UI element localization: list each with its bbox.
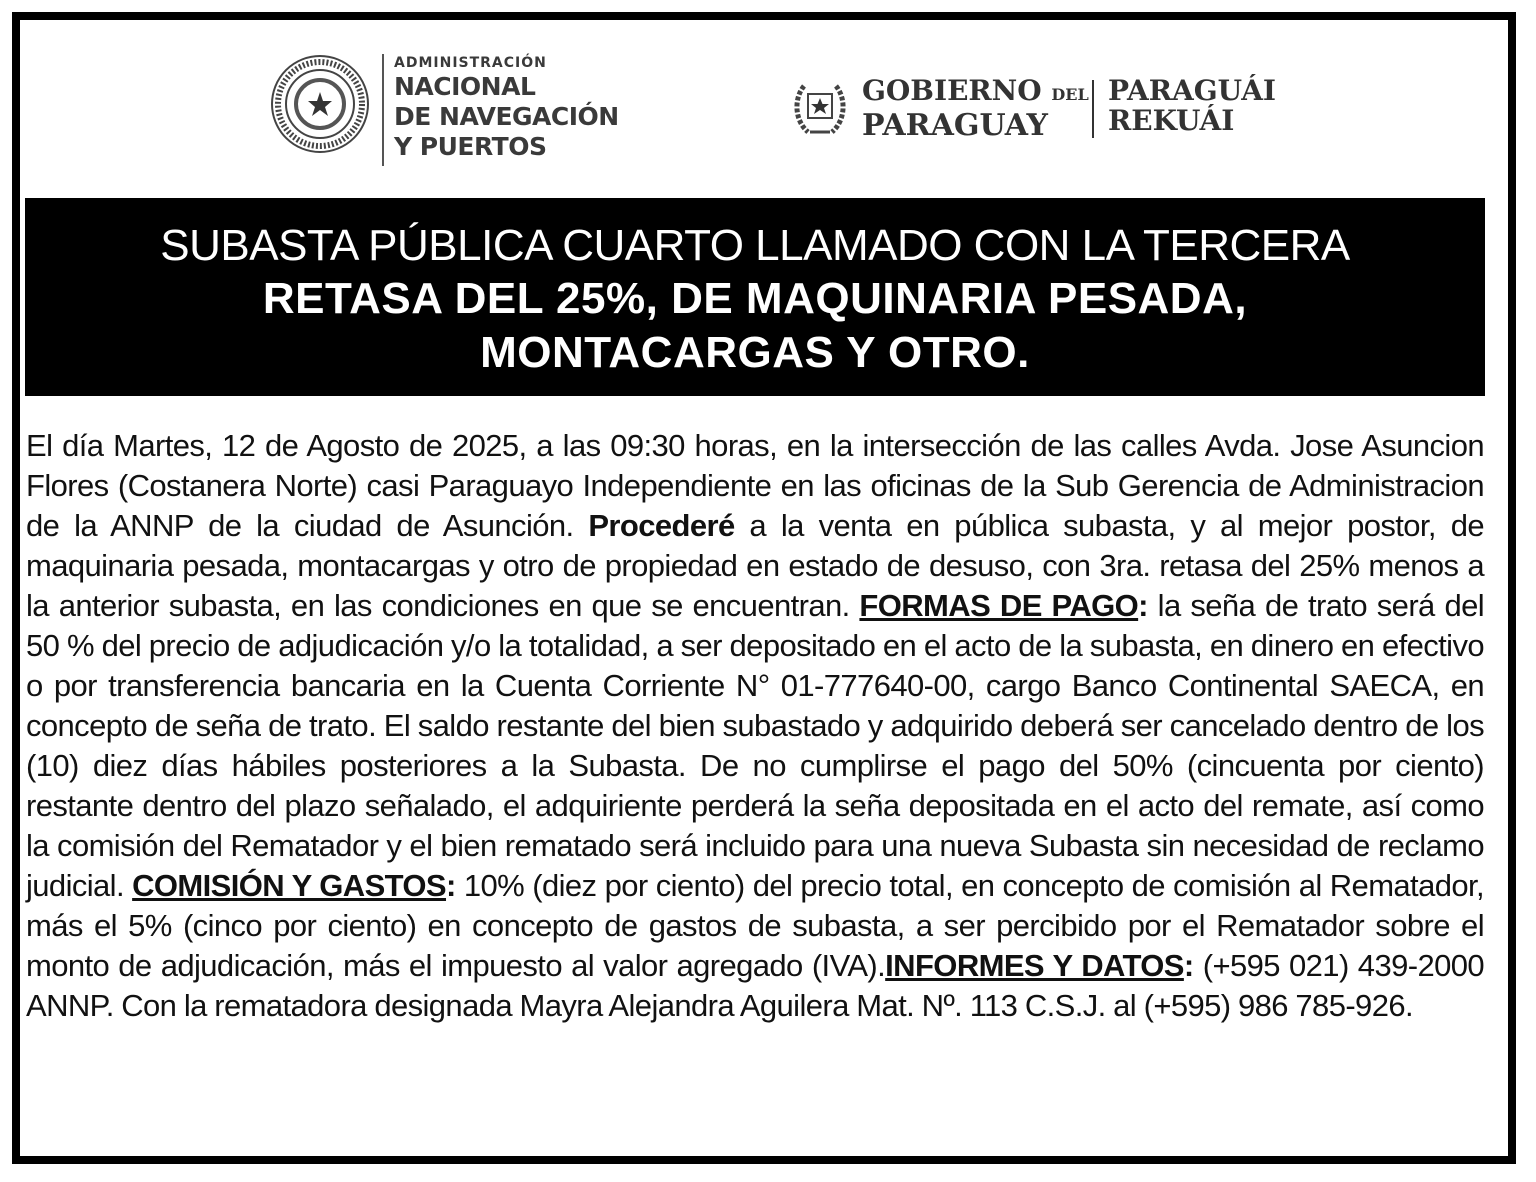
colon: : — [446, 868, 456, 903]
procedere-bold: Procederé — [588, 508, 735, 543]
gobierno-logo — [790, 70, 1277, 160]
formas-de-pago-heading: FORMAS DE PAGO — [859, 588, 1139, 623]
body-contact-info: (+595 021) 439-2000 ANNP. Con la rematadora designada Mayra Alejandra Aguilera Mat. Nº. 113 C.S.J. al (+595) 986 785-926. — [26, 948, 1485, 1023]
colon: : — [1138, 588, 1148, 623]
paraguay-word: PARAGUAY — [862, 108, 1048, 143]
body-payment-terms: la seña de trato será del 50 % del precio de adjudicación y/o la totalidad, a ser depositado en el acto de la subasta, en dinero en efectivo o por transferencia bancaria en la Cuenta Corriente N° 01-777640-00, cargo Banco Continental SAECA, en concepto de seña de trato. El saldo restante del bien subastado y adquirido deberá ser cancelado dentro de los (10) diez días hábiles posteriores a la Subasta. De no cumplirse el pago del 50% (cincuenta por ciento) restante dentro del plazo señalado, el adquiriente perderá la seña depositada en el acto del remate, así como la comisión del Rematador y el bien rematado será incluido para una nueva Subasta sin necesidad de reclamo judicial. — [26, 588, 1485, 903]
annp-line-1: ADMINISTRACIÓN — [394, 55, 547, 71]
body-sale-conditions: a la venta en pública subasta, y al mejor postor, de maquinaria pesada, montacargas y otro de propiedad en estado de desuso, con 3ra. retasa del 25% menos a la anterior subasta, en las condiciones en que se encuentran. — [26, 508, 1485, 623]
title-line-2: RETASA DEL 25%, DE MAQUINARIA PESADA, — [262, 274, 1248, 323]
comision-y-gastos-heading: COMISIÓN Y GASTOS — [132, 868, 447, 903]
gobierno-divider — [1092, 80, 1094, 138]
body-commission-terms: 10% (diez por ciento) del precio total, en concepto de comisión al Rematador, más el 5% (cinco por ciento) en concepto de gastos de subasta, a ser percibido por el Rematador sobre el monto de adjudicación, más el impuesto al valor agregado (IVA). — [26, 868, 1485, 983]
gobierno-word: GOBIERNO — [862, 74, 1042, 107]
annp-logo-text — [394, 54, 619, 162]
body-intro: El día Martes, 12 de Agosto de 2025, a las 09:30 horas, en la intersección de las calles Avda. Jose Asuncion Flores (Costanera Norte) casi Paraguayo Independiente en las oficinas de la Sub Gerencia de Administracion de la ANNP de la ciudad de Asunción. — [26, 428, 1484, 543]
paraguai-word: PARAGUÁI — [1108, 74, 1277, 107]
colon: : — [1183, 948, 1194, 983]
title-banner — [25, 198, 1485, 396]
informes-y-datos-heading: INFORMES Y DATOS — [885, 948, 1184, 983]
annp-line-3: DE NAVEGACIÓN — [394, 102, 619, 131]
national-seal-icon — [270, 54, 370, 154]
title-line-3: MONTACARGAS Y OTRO. — [480, 328, 1030, 377]
gobierno-text — [862, 76, 1089, 142]
annp-logo — [270, 50, 630, 185]
title-line-1: SUBASTA PÚBLICA CUARTO LLAMADO CON LA TERCERA — [160, 221, 1350, 270]
del-word: DEL — [1051, 85, 1089, 104]
laurel-star-seal-icon — [790, 74, 850, 144]
notice-body — [26, 426, 1484, 1026]
rekuai-word: REKUÁI — [1108, 104, 1235, 137]
logo-divider — [382, 54, 384, 166]
annp-line-2: NACIONAL — [394, 72, 536, 101]
paraguai-rekuai-text — [1108, 76, 1276, 136]
annp-line-4: Y PUERTOS — [394, 132, 547, 161]
